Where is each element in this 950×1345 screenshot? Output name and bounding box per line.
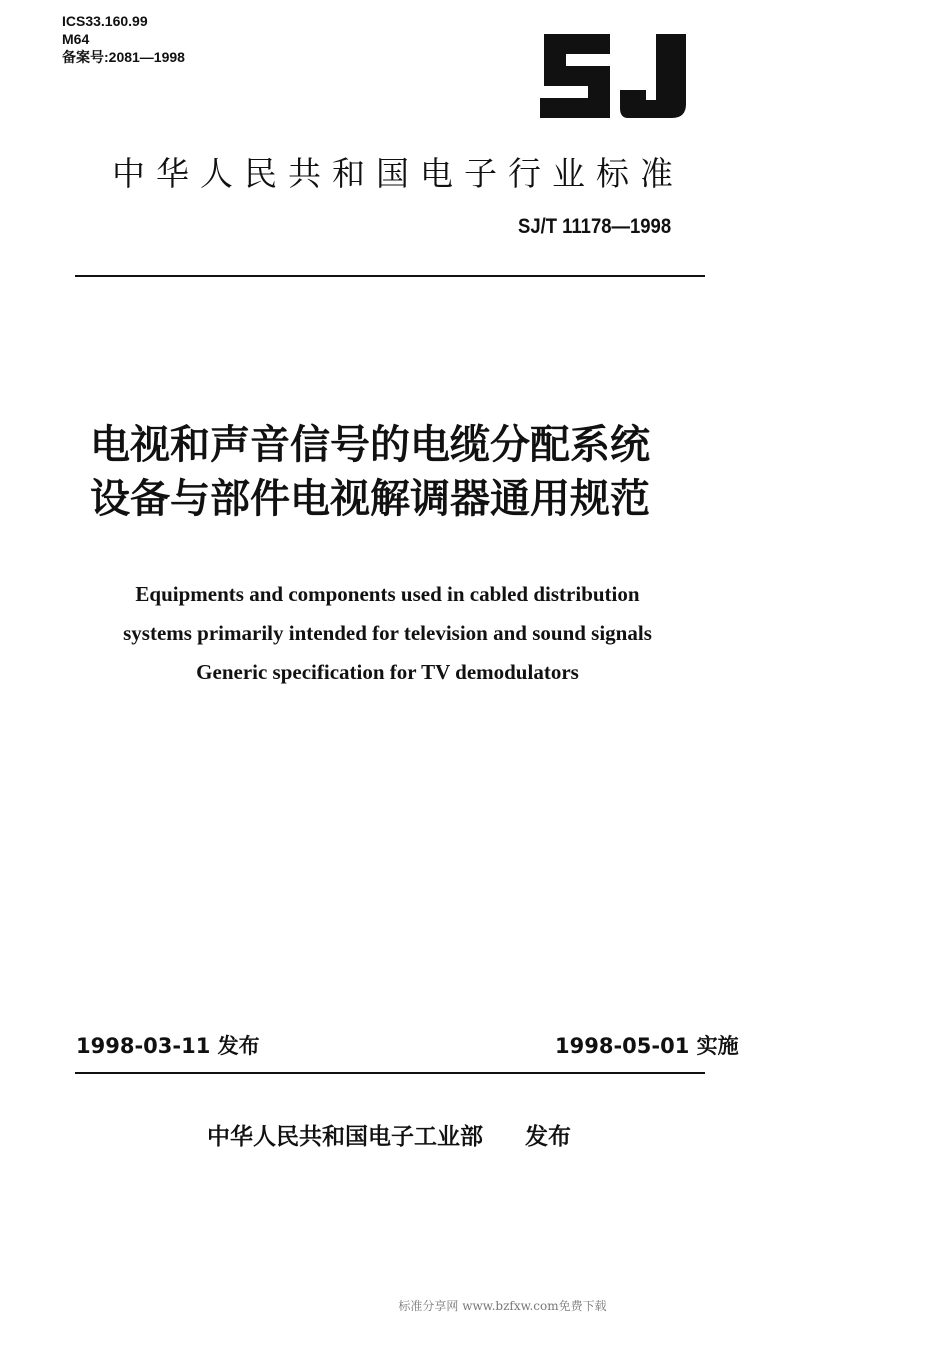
sj-logo [536, 30, 692, 122]
english-title-line-2: systems primarily intended for television and sound signals [123, 621, 652, 645]
document-metadata [62, 12, 185, 66]
issue-date: 1998-03-11 发布 [76, 1034, 260, 1058]
english-title [90, 575, 685, 692]
category-code: M64 [62, 31, 90, 47]
english-title-line-3: Generic specification for TV demodulators [196, 660, 579, 684]
implementation-date: 1998-05-01 实施 [555, 1034, 739, 1058]
record-number: 备案号:2081—1998 [62, 49, 185, 65]
chinese-title [90, 418, 710, 526]
publisher-name: 中华人民共和国电子工业部 [207, 1124, 483, 1150]
publisher-action: 发布 [525, 1124, 572, 1150]
logo-letter-s [540, 34, 610, 118]
logo-letter-j [620, 34, 686, 118]
bottom-divider [75, 1072, 705, 1074]
footer-watermark: 标准分享网 www.bzfxw.com免费下载 [398, 1299, 607, 1313]
publisher [207, 1118, 571, 1151]
english-title-line-1: Equipments and components used in cabled distribution [135, 582, 640, 606]
standard-code: SJ/T 11178—1998 [518, 215, 672, 238]
org-title: 中华人民共和国电子行业标准 [112, 154, 684, 193]
top-divider [75, 275, 705, 277]
ics-code: ICS33.160.99 [62, 13, 148, 29]
chinese-title-line-2: 设备与部件电视解调器通用规范 [90, 476, 650, 522]
chinese-title-line-1: 电视和声音信号的电缆分配系统 [90, 422, 650, 468]
